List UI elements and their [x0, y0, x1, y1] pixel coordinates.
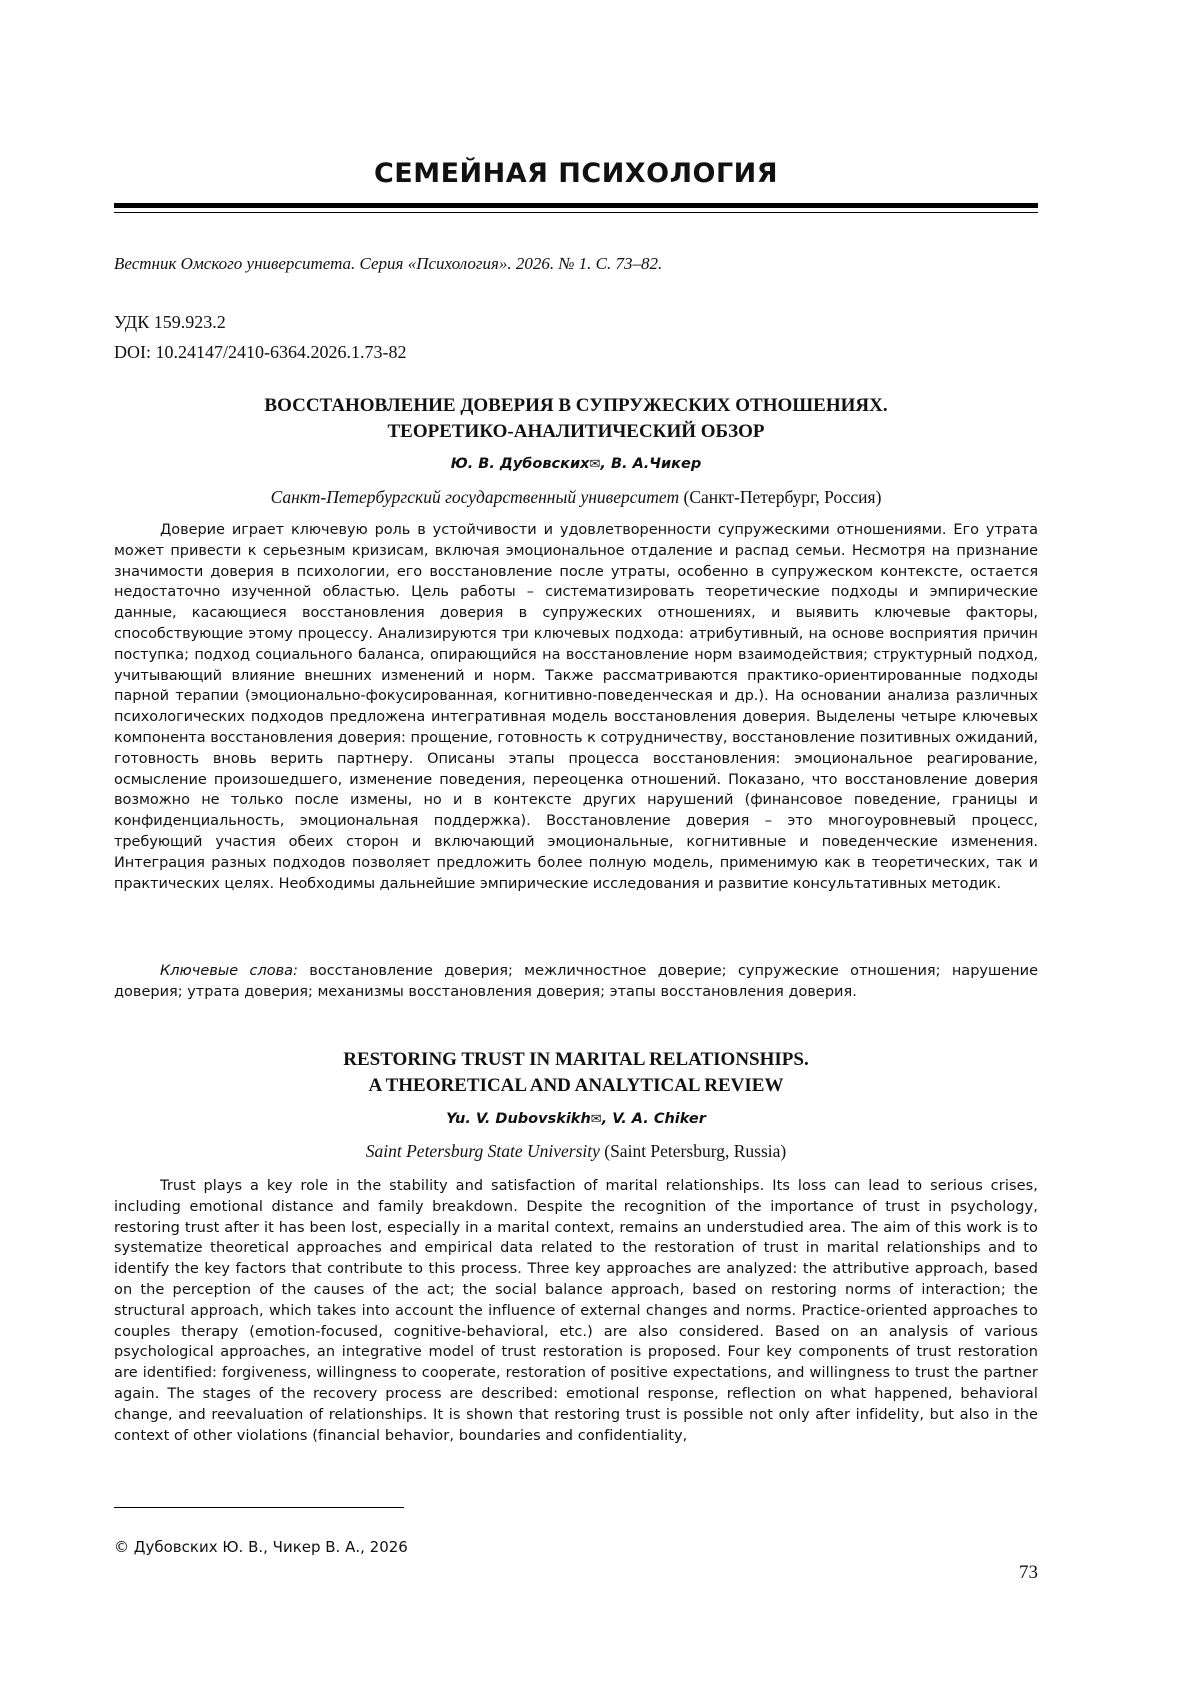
- header-rule-thin: [114, 212, 1038, 213]
- keywords-label: Ключевые слова:: [160, 963, 298, 979]
- envelope-icon: ✉: [589, 457, 601, 472]
- affiliation-ru: [114, 487, 1038, 508]
- title-en-line2: A THEORETICAL AND ANALYTICAL REVIEW: [368, 1075, 784, 1096]
- author-separator: ,: [600, 456, 611, 472]
- envelope-icon: ✉: [590, 1112, 602, 1127]
- article-title-ru: [114, 393, 1038, 445]
- footnote-rule: [114, 1507, 404, 1508]
- section-title: СЕМЕЙНАЯ ПСИХОЛОГИЯ: [373, 158, 779, 189]
- journal-reference: Вестник Омского университета. Серия «Психология». 2026. № 1. С. 73–82.: [114, 254, 663, 273]
- author-2-ru: В. А.Чикер: [610, 456, 702, 472]
- udc-code: УДК 159.923.2: [114, 312, 226, 332]
- affiliation-place-en: (Saint Petersburg, Russia): [599, 1141, 787, 1161]
- article-title-en: [114, 1047, 1038, 1099]
- abstract-ru: Доверие играет ключевую роль в устойчивости и удовлетворенности супружескими отношениями. Его утрата может привести к серьезным кризисам, включая эмоциональное отдаление и распад семьи. Несмотря на признание значимости доверия в психологии, его восстановление после утраты, особенно в супружеском контексте, остается недостаточно изученной областью. Цель работы – систематизировать теоретические подходы и эмпирические данные, касающиеся восстановления доверия в супружеских отношениях, и выявить ключевые факторы, способствующие этому процессу. Анализируются три ключевых подхода: атрибутивный, на основе восприятия причин поступка; подход социального баланса, опирающийся на восстановление норм взаимодействия; структурный подход, учитывающий влияние внешних изменений и норм. Также рассматриваются практико-ориентированные подходы парной терапии (эмоционально-фокусированная, когнитивно-поведенческая и др.). На основании анализа различных психологических подходов предложена интегративная модель восстановления доверия. Выделены четыре ключевых компонента восстановления доверия: прощение, готовность к сотрудничеству, восстановление позитивных ожиданий, готовность вновь верить партнеру. Описаны этапы процесса восстановления: эмоциональное реагирование, осмысление произошедшего, изменение поведения, переоценка отношений. Показано, что восстановление доверия возможно не только после измены, но и в контексте других нарушений (финансовое поведение, границы и конфиденциальность, эмоциональная поддержка). Восстановление доверия – это многоуровневый процесс, требующий участия обеих сторон и включающий эмоциональные, когнитивные и поведенческие изменения. Интеграция разных подходов позволяет предложить более полную модель, применимую как в теоретических, так и практических целях. Необходимы дальнейшие эмпирические исследования и развитие консультативных методик.: [114, 522, 1038, 892]
- copyright: © Дубовских Ю. В., Чикер В. А., 2026: [114, 1538, 408, 1556]
- author-1-en: Yu. V. Dubovskikh: [446, 1111, 591, 1127]
- title-ru-line1: ВОССТАНОВЛЕНИЕ ДОВЕРИЯ В СУПРУЖЕСКИХ ОТНОШЕНИЯХ.: [264, 395, 888, 416]
- authors-en: [114, 1111, 1038, 1127]
- author-2-en: V. A. Chiker: [612, 1111, 706, 1127]
- author-separator: ,: [601, 1111, 613, 1127]
- abstract-en: Trust plays a key role in the stability and satisfaction of marital relationships. Its loss can lead to serious crises, including emotional distance and family breakdown. Despite the recognition of the importance of trust in psychology, restoring trust after it has been lost, especially in a marital context, remains an understudied area. The aim of this work is to systematize theoretical approaches and empirical data related to the restoration of trust in marital relationships and to identify the key factors that contribute to this process. Three key approaches are analyzed: the attributive approach, based on the perception of the causes of the act; the social balance approach, based on restoring norms of interaction; the structural approach, which takes into account the influence of external changes and norms. Practice-oriented approaches to couples therapy (emotion-focused, cognitive-behavioral, etc.) are also considered. Based on an analysis of various psychological approaches, an integrative model of trust restoration is proposed. Four key components of trust restoration are identified: forgiveness, willingness to cooperate, restoration of positive expectations, and willingness to trust the partner again. The stages of the recovery process are described: emotional response, reflection on what happened, behavioral change, and reevaluation of relationships. It is shown that restoring trust is possible not only after infidelity, but also in the context of other violations (financial behavior, boundaries and confidentiality,: [114, 1178, 1038, 1444]
- title-en-line1: RESTORING TRUST IN MARITAL RELATIONSHIPS.: [343, 1049, 809, 1070]
- header-rule-thick: [114, 203, 1038, 208]
- keywords-list: восстановление доверия; межличностное доверие; супружеские отношения; нарушение доверия; утрата доверия; механизмы восстановления доверия; этапы восстановления доверия.: [114, 963, 1038, 1000]
- page-number: 73: [1019, 1562, 1038, 1583]
- affiliation-name-en: Saint Petersburg State University: [365, 1141, 600, 1161]
- affiliation-name-ru: Санкт-Петербургский государственный университет: [270, 487, 680, 507]
- doi: DOI: 10.24147/2410-6364.2026.1.73-82: [114, 342, 407, 362]
- affiliation-place-ru: (Санкт-Петербург, Россия): [679, 487, 882, 507]
- author-1-ru: Ю. В. Дубовских: [450, 456, 590, 472]
- keywords-ru: [114, 961, 1038, 1003]
- affiliation-en: [114, 1141, 1038, 1162]
- authors-ru: [114, 456, 1038, 472]
- journal-page: [114, 0, 1038, 1697]
- title-ru-line2: ТЕОРЕТИКО-АНАЛИТИЧЕСКИЙ ОБЗОР: [387, 421, 765, 442]
